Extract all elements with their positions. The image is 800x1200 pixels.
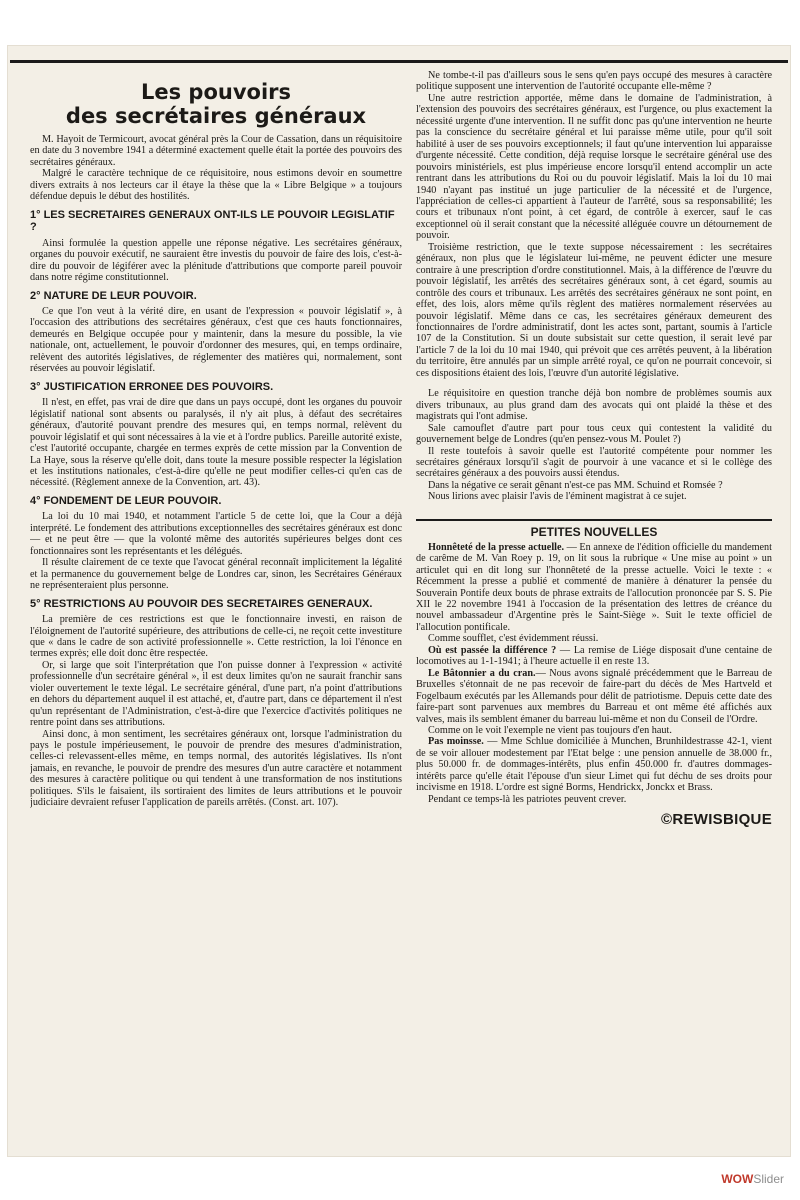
news-item-lead: Où est passée la différence ?	[428, 644, 557, 656]
newspaper-page	[8, 46, 790, 1156]
watermark-wow: WOW	[721, 1172, 754, 1186]
section-heading: 5° RESTRICTIONS AU POUVOIR DES SECRETAIRES GENERAUX.	[30, 597, 373, 610]
news-item	[416, 633, 772, 644]
section-heading: 3° JUSTIFICATION ERRONEE DES POUVOIRS.	[30, 380, 274, 393]
news-item	[416, 668, 772, 725]
article-paragraph: Il reste toutefois à savoir quelle est l'autorité compétente pour nommer les secrétaires généraux lorsqu'il s'agit de pourvoir à une vacance et si le collège des secrétaires généraux a des pouvoirs aussi étendus.	[416, 445, 772, 480]
news-title: PETITES NOUVELLES	[530, 524, 658, 539]
news-item-text: — La remise de Liége disposait d'une centaine de locomotives au 1-1-1941; à l'heure actuelle il en reste 13.	[416, 644, 772, 668]
article-paragraph: Troisième restriction, que le texte suppose nécessairement : les secrétaires généraux, non plus que le législateur lui-même, ne peuvent édicter une mesure contraire à une prescription d'ordre constitutionnel. Mais, à la différence de l'œuvre du pouvoir législatif, les arrêtés des secrétaires généraux sont, à cet égard, soumis au contrôle des cours et tribunaux. Les arrêtés des secrétaires généraux ne sont point, en effet, des lois, alors même qu'ils règlent des matières normalement réservées au pouvoir législatif. Même dans ce cas, les secrétaires généraux demeurent des fonctionnaires de l'ordre administratif, dont les actes sont, partant, soumis à l'article 107 de la Constitution. Si un doute subsistait sur cette question, il serait levé par l'article 7 de la loi du 10 mai 1940, qui prévoit que ces arrêtés peuvent, à la libération du territoire, être annulés par un simple arrêté royal, ce qu'on ne pourrait concevoir, si ces dispositions étaient des lois, l'œuvre d'un autorité législative.	[416, 241, 772, 379]
news-item-lead: Honnêteté de la presse actuelle.	[428, 541, 565, 553]
section-heading: 2° NATURE DE LEUR POUVOIR.	[30, 289, 197, 302]
news-item	[416, 542, 772, 634]
news-item	[416, 645, 772, 668]
article-paragraph: Sale camouflet d'autre part pour tous ceux qui contestent la validité du gouvernement belge de Londres (qu'en pensez-vous M. Poulet ?)	[416, 422, 772, 446]
intro-paragraph: Malgré le caractère technique de ce réquisitoire, nous estimons devoir en soumettre divers extraits à nos lecteurs car il étaye la thèse que la « Libre Belgique » a toujours défendue depuis le début des hostilités.	[30, 168, 402, 203]
news-item-text: — Nous avons signalé précédemment que le Barreau de Bruxelles s'étonnait de ne pas recevoir de faire-part du décès de Mes Hartveld et Fogelbaum exécutés par les Allemands pour délit de patriotisme. Depuis cette date des faire-part sont parvenues aux membres du Barreau et ont même été affichés aux valves, mais ils semblent émaner du barreau lui-même et non du Conseil de l'Ordre.	[416, 667, 772, 725]
section-paragraph: La loi du 10 mai 1940, et notamment l'article 5 de cette loi, que la Cour a déjà interprété. Le fondement des attributions exceptionnelles des secrétaires généraux est donc — et ne peut être — que la volonté même des autorités supérieures belges dont ces fonctionnaires sont les représentants et les délégués.	[30, 511, 402, 557]
article-paragraph: Dans la négative ce serait gênant n'est-ce pas MM. Schuind et Romsée ?	[428, 479, 723, 491]
article-title-line1: Les pouvoirs	[140, 80, 291, 104]
news-item-text: Comme on le voit l'exemple ne vient pas toujours d'en haut.	[428, 725, 672, 737]
article-paragraph: Une autre restriction apportée, même dans le domaine de l'administration, à l'extension des pouvoirs des secrétaires généraux, est l'urgence, ou plus exactement la nécessité urgente d'une intervention. Il ne suffit donc pas qu'une intervention ne heurte pas la conscience du secrétaire général et lui paraisse même utile, pour qu'il soit habilité à user de ses pouvoirs exceptionnels; il faut qu'une intervention lui apparaisse d'urgente nécessité. Cette condition, déjà requise lorsque le secrétaire général use des pouvoirs ministériels, est plus impérieuse encore lorsqu'il entend accomplir un acte rentrant dans les attributions du Roi ou du pouvoir législatif. Mais la loi du 10 mai 1940 n'ayant pas institué un juge particulier de la nécessité et de l'urgence, l'appréciation de celles-ci appartient à l'auteur de l'arrêté, sous sa responsabilité; les cours et tribunaux n'ont point, à cet égard, de contrôle à exercer, sauf le cas exceptionnel où il serait constant que la nécessité alléguée couvre un détournement de pouvoir.	[416, 92, 772, 242]
section-paragraph: Or, si large que soit l'interprétation que l'on puisse donner à l'expression « activité professionnelle d'un secrétaire général », il est deux limites qu'on ne saurait franchir sans violer ouvertement le texte légal. Le secrétaire général, d'une part, n'a point d'attributions en dehors du département auquel il est attaché, et, d'autre part, dans ce département il n'est qu'un représentant de l'Administration, c'est-à-dire que l'exercice d'activités politiques ne rentre point dans ses attributions.	[30, 659, 402, 729]
watermark-slider: Slider	[753, 1172, 784, 1186]
left-column	[30, 70, 402, 809]
section-paragraph: Ce que l'on veut à la vérité dire, en usant de l'expression « pouvoir législatif », à l'occasion des attributions des secrétaires généraux, c'est que ces hauts fonctionnaires, demeurés en Belgique occupée pour y maintenir, dans la mesure du possible, la vie nationale, ont, actuellement, le pouvoir d'ordonner des mesures, qui, en temps ordinaire, relèvent des autorités législatives, de réglementer des matières qui, normalement, sont réservées au pouvoir législatif.	[30, 306, 402, 375]
article-paragraph: Ne tombe-t-il pas d'ailleurs sous le sens qu'en pays occupé des mesures à caractère politique supposent une intervention de l'autorité occupante elle-même ?	[416, 70, 772, 93]
article-paragraph: Nous lirions avec plaisir l'avis de l'éminent magistrat à ce sujet.	[428, 491, 687, 503]
section-heading: 1° LES SECRETAIRES GENERAUX ONT-ILS LE POUVOIR LEGISLATIF ?	[30, 208, 395, 234]
section-paragraph: Il résulte clairement de ce texte que l'avocat général reconnaît implicitement la légalité et la permanence du gouvernement belge de Londres car, sinon, les Secrétaires Généraux ne représenteraient plus personne.	[30, 557, 402, 592]
news-item	[416, 736, 772, 793]
article-title-line2: des secrétaires généraux	[65, 104, 367, 128]
article-title	[30, 80, 402, 128]
news-item-lead: Pas moinsse.	[428, 736, 484, 748]
right-column	[416, 70, 772, 828]
petites-nouvelles-box	[416, 519, 772, 805]
section-paragraph: Ainsi donc, à mon sentiment, les secrétaires généraux ont, lorsque l'administration du pays le postule impérieusement, le pouvoir de prendre des mesures d'administration, celles-ci relevassent-elles même, en temps normal, des autorités législatives. Ils n'ont jamais, en revanche, le pouvoir de prendre des mesures d'un autre caractère et notamment des mesures à caractère politique ou qui tendent à une transformation de nos institutions politiques. S'ils le faisaient, ils sortiraient des limites de leurs attributions et le pouvoir judiciaire devraient refuser l'application de pareils arrêtés. (Const. art. 107).	[30, 728, 402, 809]
section-paragraph: La première de ces restrictions est que le fonctionnaire investi, en raison de l'éloignement de l'autorité supérieure, des attributions de celle-ci, ne reçoit cette investiture que « dans le cadre de son activité professionnelle ». Cette restriction, la loi l'énonce en termes exprès; elle doit donc être respectée.	[30, 614, 402, 660]
article-paragraph: Le réquisitoire en question tranche déjà bon nombre de problèmes soumis aux divers tribunaux, au plus grand dam des avocats qui ont plaidé la thèse et des magistrats qui l'ont admise.	[416, 388, 772, 423]
slider-watermark	[721, 1172, 784, 1186]
top-rule	[10, 60, 788, 63]
news-item	[416, 794, 772, 805]
copyright-mark: ©REWISBIQUE	[660, 811, 772, 829]
news-item-text: — Mme Schlue domiciliée à Munchen, Brunhildestrasse 42-1, vient de se voir allouer modestement par l'Etat belge : une pension annuelle de 38.000 fr., plus 50.000 fr. de dommages-intérêts, plus enfin 450.000 fr. d'autres dommages-intérêts parce qu'elle était l'épouse d'un sieur Limet qui fut déchu de ses droits pour incivisme en 1918. L'ordre est signé Borms, Hendrickx, Jonckx et Brass.	[416, 736, 772, 794]
intro-paragraph: M. Hayoit de Termicourt, avocat général près la Cour de Cassation, dans un réquisitoire en date du 3 novembre 1941 a déterminé exactement quelle était la portée des pouvoirs des secrétaires généraux.	[30, 134, 402, 168]
section-paragraph: Il n'est, en effet, pas vrai de dire que dans un pays occupé, dont les organes du pouvoir législatif national sont absents ou paralysés, il n'y ait plus, à défaut des secrétaires généraux, d'autorité pouvant prendre des mesures qui, en temps normal, relèvent du pouvoir législatif et qui sont nécessaires à la vie et à l'ordre publics. Pareille autorité existe, c'est l'autorité occupante, chargée en termes exprès de cette mission par la Convention de La Haye, sous la réserve qu'elle doit, dans toute la mesure possible respecter la législation et les institutions nationales, c'est-à-dire qu'elle ne peut modifier celles-ci qu'en cas de nécessité. (Règlement annexe de la Convention, art. 43).	[30, 397, 402, 489]
section-heading: 4° FONDEMENT DE LEUR POUVOIR.	[30, 494, 222, 507]
news-item-text: Pendant ce temps-là les patriotes peuvent crever.	[428, 793, 627, 805]
section-paragraph: Ainsi formulée la question appelle une réponse négative. Les secrétaires généraux, organes du pouvoir exécutif, ne sauraient être investis du pouvoir de faire des lois, c'est-à-dire du pouvoir de légiférer avec la plénitude d'attributions que comporte pareil pouvoir dans notre régime constitutionnel.	[30, 237, 402, 284]
news-item	[416, 725, 772, 736]
news-item-lead: Le Bâtonnier a du cran.	[428, 667, 536, 679]
news-item-text: Comme soufflet, c'est évidemment réussi.	[428, 633, 599, 645]
news-item-text: — En annexe de l'édition officielle du mandement de carême de M. Van Roey p. 19, on lit sous la rubrique « Une mise au point » un articulet qui en dit long sur l'honnêteté de la presse actuelle. Voici le texte : « Récemment la presse a publié et commenté de manière à dénaturer la pensée du Souverain Pontife deux bouts de phrase extraits de l'allocution prononcée par S. S. Pie XII le 22 novembre 1941 à l'occasion de la présentation des lettres de créance du nouvel ambassadeur d'Argentine près le Saint-Siège ». Suit le texte officiel de l'allocution pontificale.	[416, 541, 772, 633]
